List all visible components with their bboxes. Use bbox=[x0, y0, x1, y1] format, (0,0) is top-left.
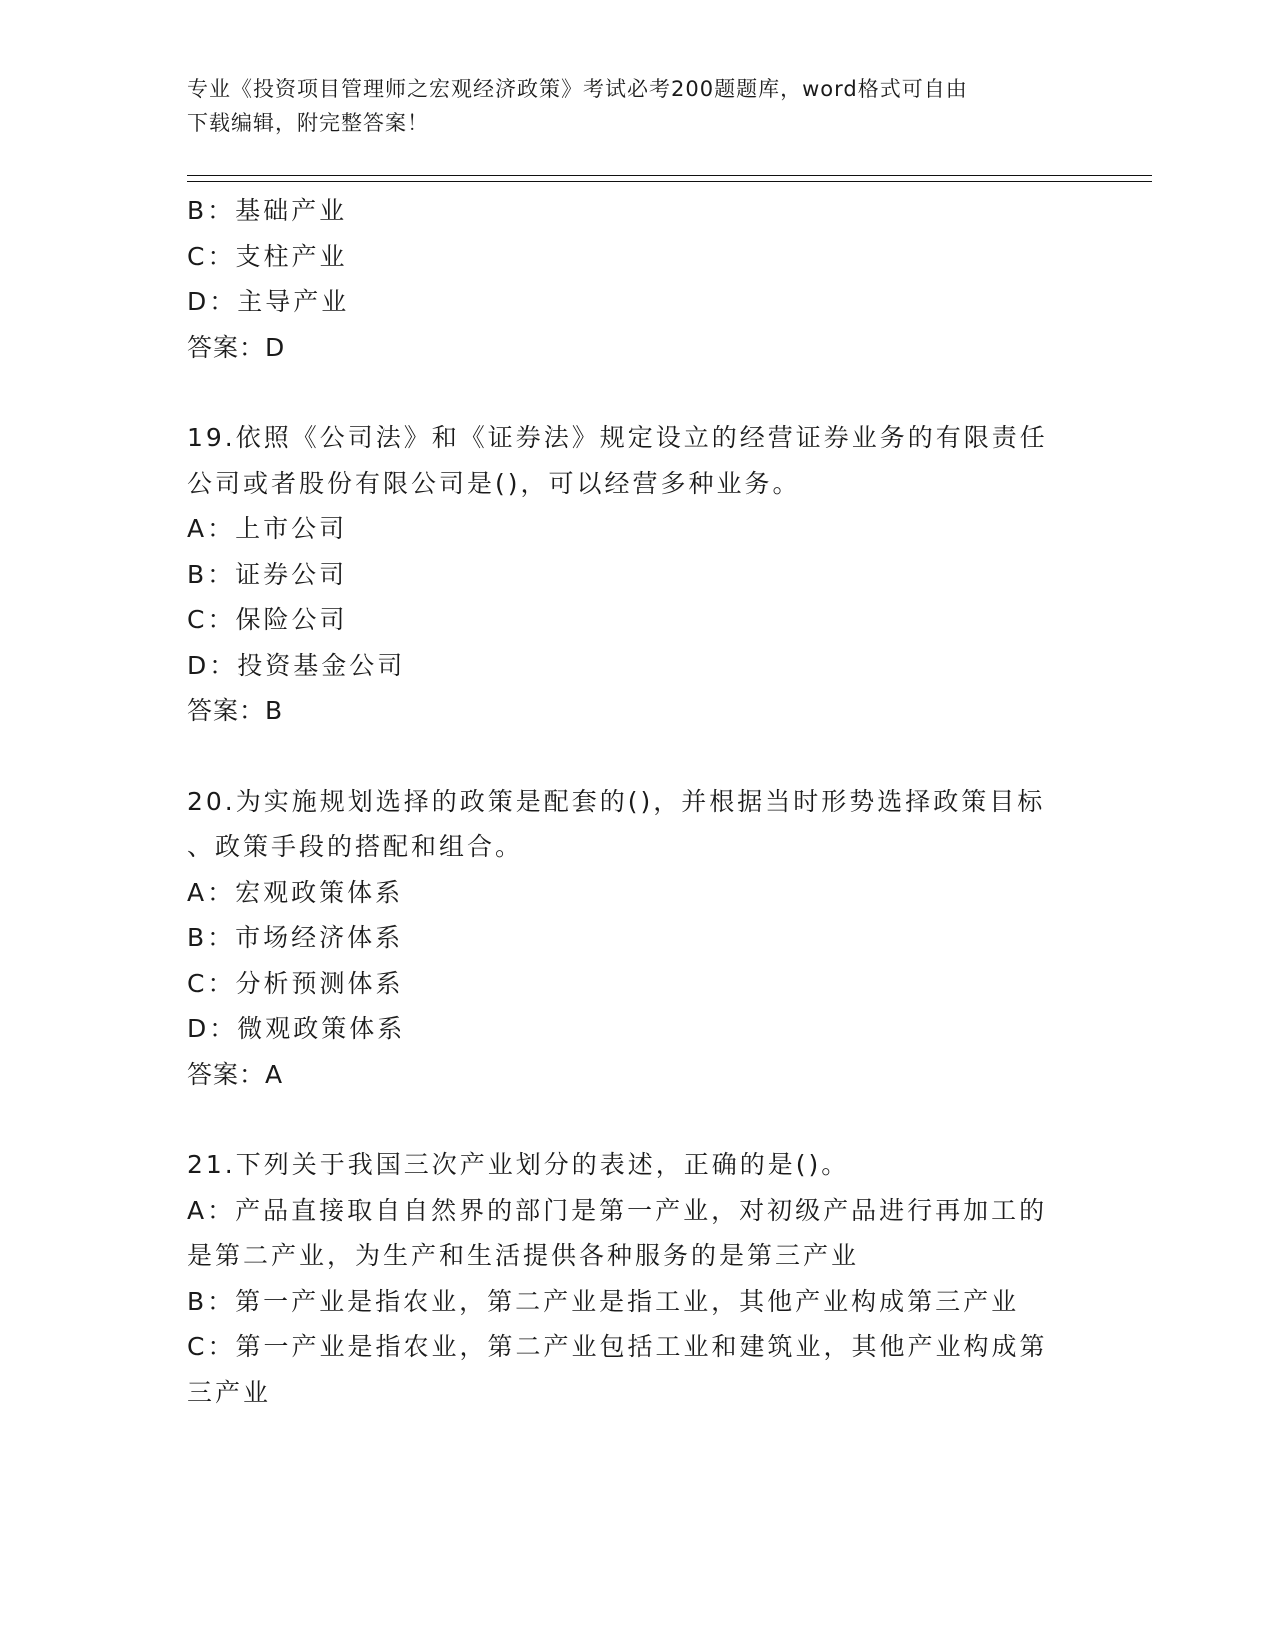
answer: 答案：A bbox=[187, 1059, 284, 1089]
question-20 bbox=[187, 779, 1077, 1098]
option-c-line-1: C：第一产业是指农业，第二产业包括工业和建筑业，其他产业构成第 bbox=[187, 1332, 1048, 1361]
answer: 答案：B bbox=[187, 696, 284, 725]
question-18 bbox=[187, 188, 1077, 370]
option-d: D：微观政策体系 bbox=[187, 1014, 406, 1043]
option-b: B：第一产业是指农业，第二产业是指工业，其他产业构成第三产业 bbox=[187, 1286, 1020, 1316]
question-stem-line-1: 19.依照《公司法》和《证券法》规定设立的经营证券业务的有限责任 bbox=[187, 423, 1048, 452]
header-rule-top bbox=[187, 175, 1152, 176]
option-c: C：分析预测体系 bbox=[187, 968, 404, 998]
question-stem-line-2: 公司或者股份有限公司是()，可以经营多种业务。 bbox=[187, 468, 801, 498]
question-stem-line-1: 21.下列关于我国三次产业划分的表述，正确的是()。 bbox=[187, 1150, 850, 1179]
question-stem-line-1: 20.为实施规划选择的政策是配套的()，并根据当时形势选择政策目标 bbox=[187, 786, 1046, 816]
option-a-line-2: 是第二产业，为生产和生活提供各种服务的是第三产业 bbox=[187, 1241, 860, 1270]
header-line-1: 专业《投资项目管理师之宏观经济政策》考试必考200题题库，word格式可自由 bbox=[187, 77, 968, 101]
header-line-2: 下载编辑，附完整答案！ bbox=[187, 111, 429, 135]
option-b: B：基础产业 bbox=[187, 196, 348, 225]
option-b: B：证券公司 bbox=[187, 559, 348, 589]
option-c: C：支柱产业 bbox=[187, 241, 348, 271]
header-rule-bottom bbox=[187, 181, 1152, 182]
answer: 答案：D bbox=[187, 332, 286, 362]
option-c: C：保险公司 bbox=[187, 605, 348, 634]
question-19 bbox=[187, 415, 1077, 734]
option-a: A：宏观政策体系 bbox=[187, 877, 404, 907]
option-b: B：市场经济体系 bbox=[187, 923, 404, 952]
option-c-line-2: 三产业 bbox=[187, 1377, 272, 1407]
option-d: D：主导产业 bbox=[187, 287, 350, 316]
spacer bbox=[187, 1097, 1077, 1142]
spacer bbox=[187, 370, 1077, 415]
option-d: D：投资基金公司 bbox=[187, 650, 406, 680]
spacer bbox=[187, 734, 1077, 779]
question-list bbox=[187, 188, 1077, 1415]
question-21 bbox=[187, 1142, 1077, 1415]
document-header bbox=[187, 72, 1067, 140]
option-a: A：上市公司 bbox=[187, 514, 348, 543]
question-stem-line-2: 、政策手段的搭配和组合。 bbox=[187, 832, 524, 861]
option-a-line-1: A：产品直接取自自然界的部门是第一产业，对初级产品进行再加工的 bbox=[187, 1195, 1048, 1225]
